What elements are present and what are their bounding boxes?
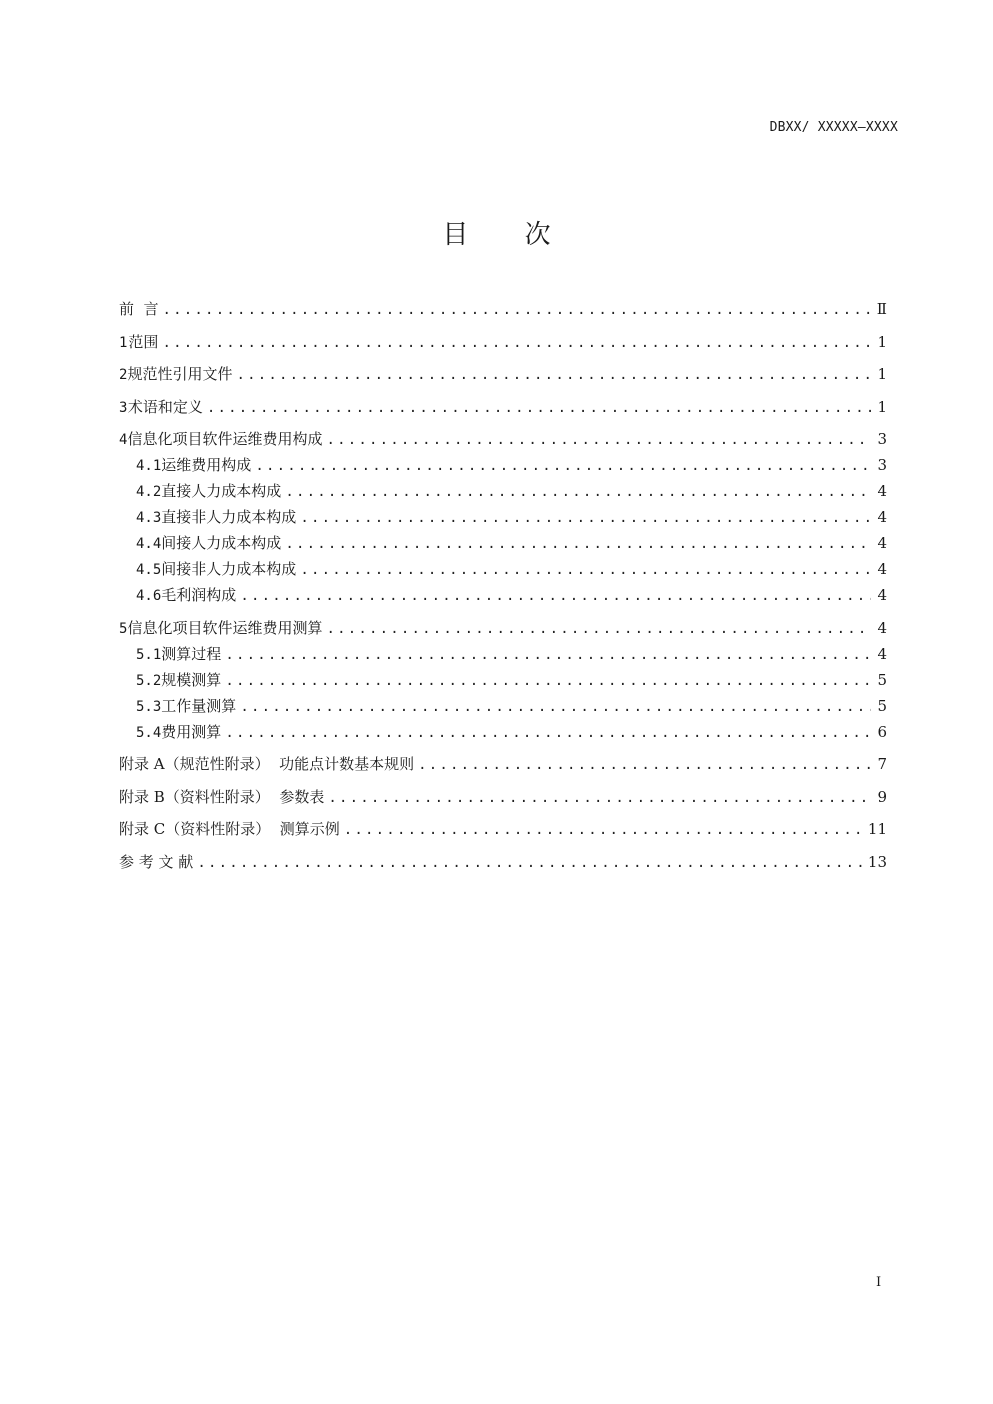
toc-leader-dots [255, 453, 871, 479]
toc-entry-1[interactable] [119, 329, 887, 355]
toc-entry-page: 5 [877, 696, 887, 715]
toc-entry-number: 5.1 [136, 646, 162, 663]
toc-entry-page: 4 [877, 618, 887, 637]
toc-entry-appendix-c[interactable] [119, 816, 887, 842]
toc-entry-page: 6 [877, 722, 887, 741]
toc-entry-number: 4.5 [136, 562, 162, 578]
toc-entry-page: 4 [877, 534, 887, 552]
toc-entry-number: 4.2 [136, 484, 162, 500]
toc-entry-label: 间接人力成本构成 [161, 534, 282, 552]
toc-entry-page: 4 [877, 586, 887, 604]
toc-entry-label: 信息化项目软件运维费用构成 [127, 430, 323, 448]
toc-entry-label: 工作量测算 [161, 696, 237, 715]
toc-entry-page: 5 [877, 670, 887, 689]
toc-entry-number: 5 [119, 620, 128, 637]
toc-entry-number: 4.6 [136, 588, 162, 604]
toc-entry-number: 4.4 [136, 536, 162, 552]
toc-entry-5-4[interactable] [119, 719, 887, 745]
toc-entry-references[interactable] [119, 849, 887, 875]
toc-leader-dots [240, 694, 871, 720]
toc-entry-4-2[interactable] [119, 478, 887, 504]
toc-entry-3[interactable] [119, 394, 887, 420]
page-number: I [876, 1275, 882, 1290]
toc-entry-page: 1 [877, 397, 887, 416]
document-code: DBXX/ XXXXX—XXXX [769, 120, 898, 135]
toc-entry-page: 1 [877, 332, 887, 351]
table-of-contents [119, 296, 887, 875]
toc-entry-number: 4 [119, 432, 128, 448]
toc-leader-dots [236, 362, 871, 388]
toc-leader-dots [225, 642, 871, 668]
toc-entry-page: 13 [867, 852, 887, 871]
toc-leader-dots [225, 720, 871, 746]
toc-entry-page: Ⅱ [876, 300, 887, 318]
toc-entry-page: 4 [877, 644, 887, 663]
toc-entry-label: 前 言 [119, 300, 159, 318]
toc-title: 目 次 [442, 220, 575, 250]
toc-entry-label: 直接人力成本构成 [161, 482, 282, 500]
toc-entry-4-6[interactable] [119, 582, 887, 608]
toc-entry-number: 4.1 [136, 458, 162, 474]
toc-entry-label: 信息化项目软件运维费用测算 [127, 618, 323, 637]
toc-entry-label: 附录 A（规范性附录） 功能点计数基本规则 [119, 755, 415, 773]
toc-leader-dots [163, 297, 871, 323]
toc-entry-page: 3 [877, 456, 887, 474]
toc-entry-appendix-b[interactable] [119, 784, 887, 810]
toc-entry-label: 费用测算 [161, 722, 222, 741]
toc-entry-label: 运维费用构成 [161, 456, 252, 474]
toc-entry-4-1[interactable] [119, 452, 887, 478]
toc-leader-dots [197, 850, 862, 876]
toc-entry-number: 5.3 [136, 698, 162, 715]
toc-entry-number: 5.4 [136, 724, 162, 741]
toc-leader-dots [328, 785, 871, 811]
toc-leader-dots [207, 395, 871, 421]
toc-entry-4-4[interactable] [119, 530, 887, 556]
toc-entry-number: 1 [119, 334, 128, 351]
toc-entry-page: 4 [877, 482, 887, 500]
toc-entry-page: 7 [877, 755, 887, 773]
toc-leader-dots [326, 616, 871, 642]
toc-entry-label: 规范性引用文件 [127, 365, 233, 383]
toc-entry-page: 1 [877, 365, 887, 383]
toc-entry-page: 4 [877, 560, 887, 578]
toc-leader-dots [326, 427, 871, 453]
toc-entry-number: 5.2 [136, 672, 162, 689]
toc-entry-5[interactable] [119, 615, 887, 641]
toc-entry-page: 9 [877, 787, 887, 806]
toc-leader-dots [285, 531, 871, 557]
toc-leader-dots [240, 583, 871, 609]
toc-entry-4-3[interactable] [119, 504, 887, 530]
toc-entry-number: 4.3 [136, 510, 162, 526]
toc-entry-number: 3 [119, 399, 128, 416]
toc-entry-4-5[interactable] [119, 556, 887, 582]
toc-entry-label: 范围 [128, 332, 159, 351]
toc-entry-5-1[interactable] [119, 641, 887, 667]
toc-entry-4[interactable] [119, 426, 887, 452]
toc-entry-page: 3 [877, 430, 887, 448]
toc-leader-dots [300, 557, 871, 583]
toc-entry-label: 附录 C（资料性附录） 测算示例 [119, 820, 340, 838]
toc-leader-dots [285, 479, 871, 505]
toc-entry-label: 参 考 文 献 [119, 852, 194, 871]
toc-entry-foreword[interactable] [119, 296, 887, 322]
toc-entry-number: 2 [119, 367, 128, 383]
toc-entry-label: 直接非人力成本构成 [161, 508, 297, 526]
toc-leader-dots [225, 668, 871, 694]
toc-entry-page: 11 [867, 820, 887, 838]
toc-leader-dots [344, 817, 862, 843]
toc-leader-dots [418, 752, 871, 778]
toc-entry-appendix-a[interactable] [119, 751, 887, 777]
toc-entry-label: 毛利润构成 [161, 586, 237, 604]
toc-entry-label: 术语和定义 [127, 397, 203, 416]
toc-entry-2[interactable] [119, 361, 887, 387]
toc-entry-label: 测算过程 [161, 644, 222, 663]
toc-leader-dots [162, 330, 871, 356]
toc-leader-dots [300, 505, 871, 531]
toc-entry-label: 规模测算 [161, 670, 222, 689]
toc-entry-5-2[interactable] [119, 667, 887, 693]
toc-entry-label: 间接非人力成本构成 [161, 560, 297, 578]
toc-entry-page: 4 [877, 508, 887, 526]
toc-entry-label: 附录 B（资料性附录） 参数表 [119, 787, 325, 806]
toc-entry-5-3[interactable] [119, 693, 887, 719]
